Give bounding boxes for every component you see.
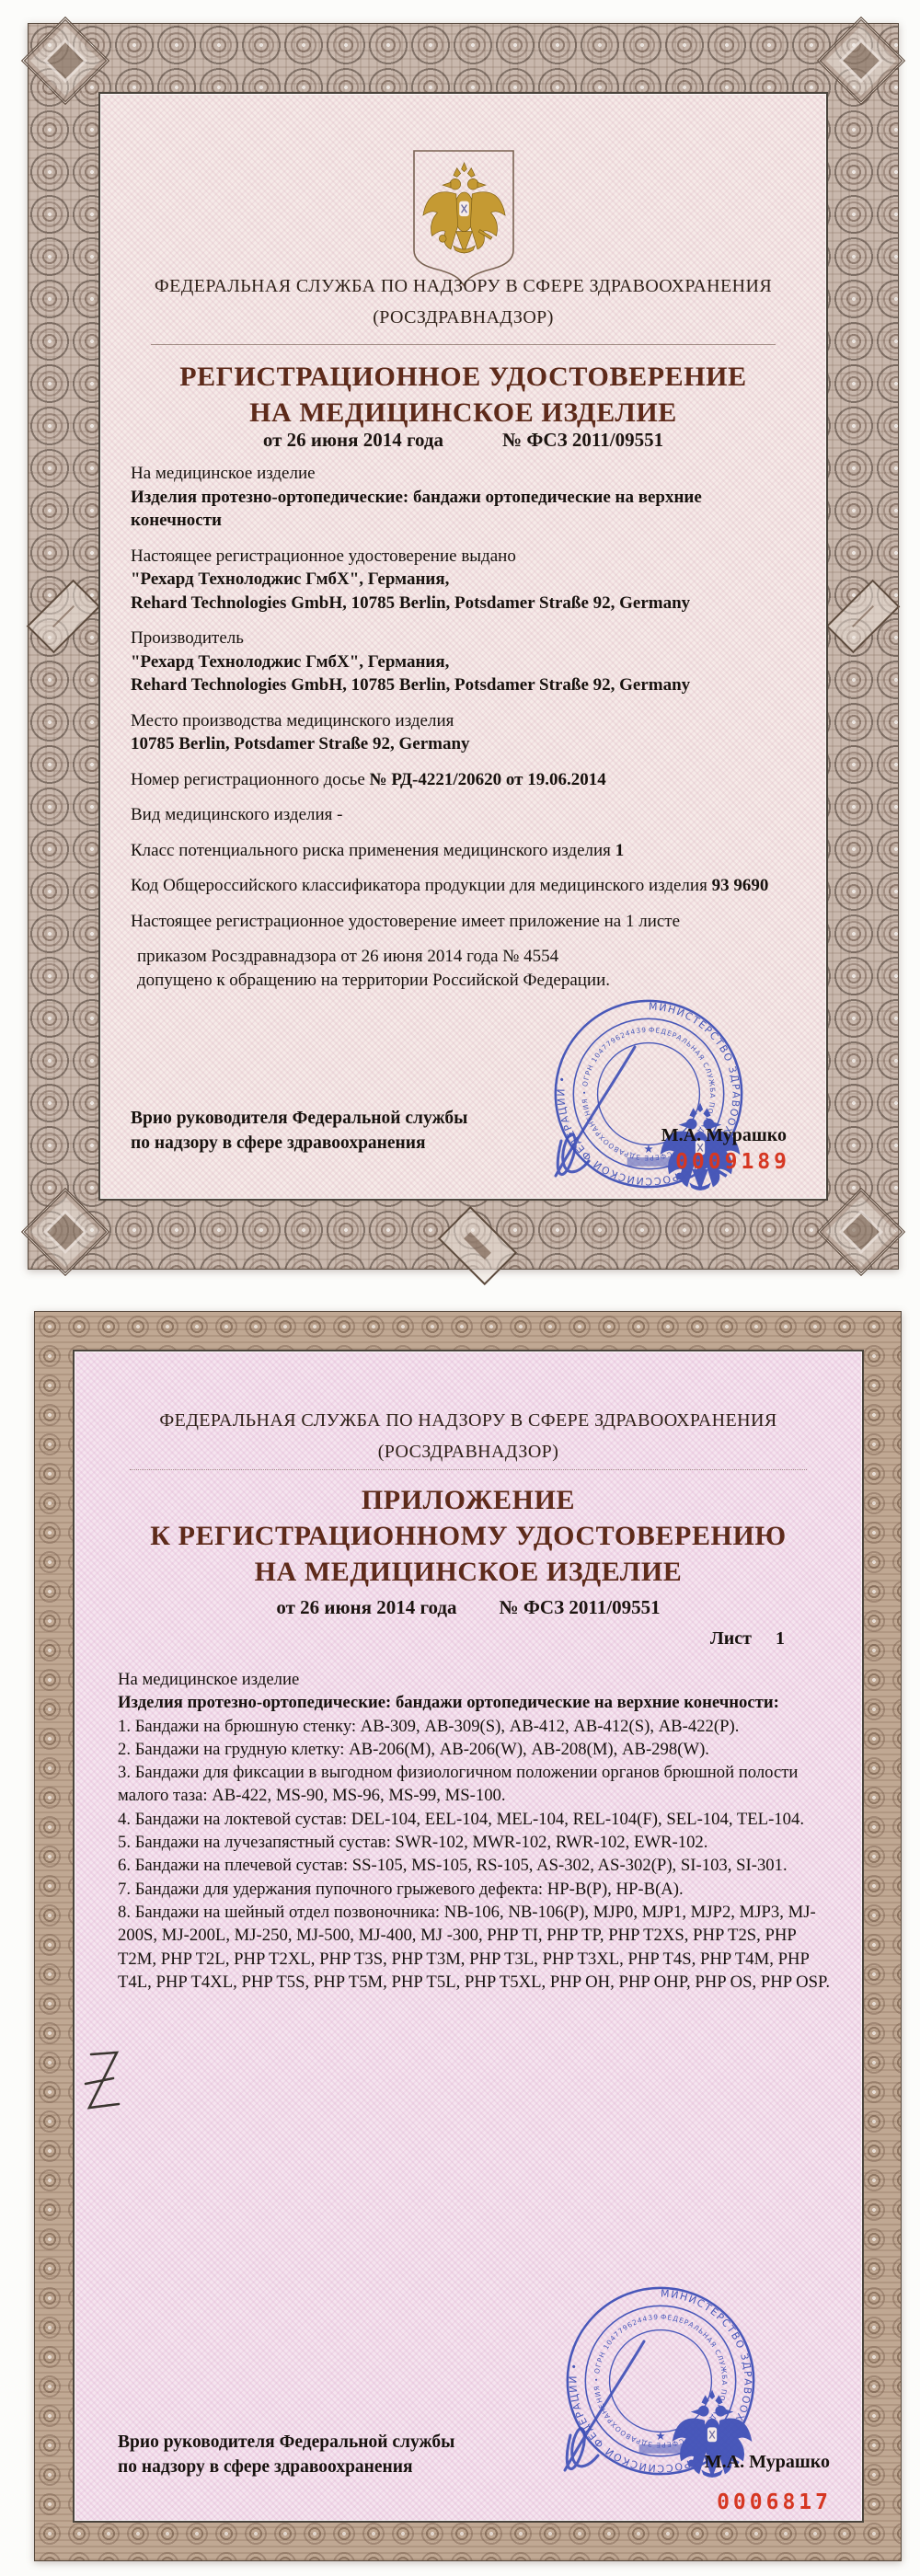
title-line-1: РЕГИСТРАЦИОННОЕ УДОСТОВЕРЕНИЕ — [179, 362, 747, 392]
corner-ornament — [819, 18, 903, 103]
field-label: Настоящее регистрационное удостоверение выдано — [131, 546, 516, 566]
field-label: Производитель — [131, 628, 244, 648]
date-number-row — [75, 1596, 862, 1619]
form-serial-number: 0009189 — [675, 1150, 790, 1174]
signer-title-line-2: по надзору в сфере здравоохранения — [118, 2457, 413, 2477]
okp-code-value: 93 9690 — [711, 876, 769, 895]
certificate-body — [131, 462, 790, 992]
annex-inner-panel — [73, 1350, 864, 2523]
risk-class-value: 1 — [615, 840, 625, 860]
corner-ornament — [23, 1190, 108, 1274]
agency-short-name: (РОСЗДРАВНАДЗОР) — [377, 1442, 559, 1462]
registration-certificate-page — [28, 23, 899, 1270]
sheet-value: 1 — [776, 1628, 785, 1649]
divider — [151, 344, 776, 345]
order-line-2: допущено к обращению на территории Российской Федерации. — [137, 970, 611, 990]
field-label: На медицинское изделие — [118, 1670, 300, 1689]
list-item: 8. Бандажи на шейный отдел позвоночника: NB-106, NB-106(P), MJP0, MJP1, MJP2, MJP3, MJ-200S, MJ-200L, MJ-250, MJ-500, MJ-400, MJ -300, PHP TI, PHP TP, PHP T2XS, PHP T2S, PHP T2M, PHP T2L, PHP T2XL, PHP T3S, PHP T3M, PHP T3L, PHP T3XL, PHP T4S, PHP T4M, PHP T4L, PHP T4XL, PHP T5S, PHP T5M, PHP T5L, PHP T5XL, PHP OH, PHP OHP, PHP OS, PHP OSP. — [118, 1902, 831, 1992]
list-item: 2. Бандажи на грудную клетку: АВ-206(М), АВ-206(W), АВ-208(М), АВ-298(W). — [118, 1739, 709, 1759]
annex-body — [118, 1668, 832, 1994]
device-kind-line: Вид медицинского изделия - — [131, 805, 343, 824]
signature-block — [118, 2271, 832, 2523]
manufacturer-name-ru: "Рехард Технолоджис ГмбХ", Германия, — [131, 651, 450, 672]
form-serial-number: 0006817 — [717, 2490, 832, 2514]
coat-of-arms-icon — [405, 147, 523, 287]
divider — [130, 1469, 807, 1470]
document-title — [100, 359, 826, 431]
title-line-3: НА МЕДИЦИНСКОЕ ИЗДЕЛИЕ — [254, 1557, 683, 1587]
sheet-label: Лист — [709, 1628, 752, 1649]
title-line-1: ПРИЛОЖЕНИЕ — [361, 1485, 576, 1515]
risk-class-line — [131, 839, 790, 863]
holder-name-ru: "Рехард Технолоджис ГмбХ", Германия, — [131, 569, 450, 589]
side-ornament — [838, 578, 888, 655]
corner-ornament — [23, 18, 108, 103]
date-number-row — [100, 429, 826, 452]
list-item: 1. Бандажи на брюшную стенку: АВ-309, АВ-309(S), АВ-412, АВ-412(S), АВ-422(Р). — [118, 1716, 740, 1736]
agency-header — [75, 1405, 862, 1467]
signature-block — [131, 995, 792, 1207]
device-name: Изделия протезно-ортопедические: бандажи ортопедические на верхние конечности — [131, 487, 702, 530]
agency-header — [100, 270, 826, 333]
list-item: 7. Бандажи для удержания пупочного грыжевого дефекта: HP-B(P), HP-B(A). — [118, 1879, 684, 1899]
field-label: Место производства медицинского изделия — [131, 710, 454, 730]
okp-code-label: Код Общероссийского классификатора продукции для медицинского изделия — [131, 876, 712, 895]
sheet-number-row — [75, 1628, 785, 1650]
signer-name: М.А. Мурашко — [661, 1125, 787, 1145]
signer-title — [118, 2430, 454, 2479]
okp-code-line — [131, 874, 790, 898]
dossier-label: Номер регистрационного досье — [131, 769, 370, 789]
certificate-inner-panel — [98, 92, 828, 1201]
field-label: На медицинское изделие — [131, 464, 316, 483]
signer-title — [131, 1106, 467, 1156]
title-line-2: НА МЕДИЦИНСКОЕ ИЗДЕЛИЕ — [249, 397, 677, 428]
list-item: 6. Бандажи на плечевой сустав: SS-105, MS-105, RS-105, AS-302, AS-302(P), SI-103, SI-301. — [118, 1856, 788, 1876]
list-item: 4. Бандажи на локтевой сустав: DEL-104, EEL-104, MEL-104, REL-104(F), SEL-104, TEL-104. — [118, 1809, 805, 1829]
list-item: 5. Бандажи на лучезапястный сустав: SWR-102, MWR-102, RWR-102, EWR-102. — [118, 1833, 708, 1853]
list-item: 3. Бандажи для фиксации в выгодном физиологичном положении органов брюшной полости малого таза: АВ-422, MS-90, MS-96, MS-99, MS-100. — [118, 1763, 799, 1806]
production-place: 10785 Berlin, Potsdamer Straße 92, Germany — [131, 734, 470, 753]
handwritten-mark — [82, 2047, 126, 2128]
agency-name: ФЕДЕРАЛЬНАЯ СЛУЖБА ПО НАДЗОРУ В СФЕРЕ ЗДРАВООХРАНЕНИЯ — [154, 276, 773, 296]
order-line-1: приказом Росздравнадзора от 26 июня 2014 года № 4554 — [137, 947, 559, 966]
agency-name: ФЕДЕРАЛЬНАЯ СЛУЖБА ПО НАДЗОРУ В СФЕРЕ ЗДРАВООХРАНЕНИЯ — [159, 1410, 777, 1431]
title-line-2: К РЕГИСТРАЦИОННОМУ УДОСТОВЕРЕНИЮ — [150, 1521, 787, 1551]
issue-date: от 26 июня 2014 года — [262, 429, 444, 451]
annex-line: Настоящее регистрационное удостоверение имеет приложение на 1 листе — [131, 911, 681, 931]
dossier-number: № РД-4221/20620 от 19.06.2014 — [369, 769, 606, 789]
signer-name: М.А. Мурашко — [704, 2452, 830, 2472]
corner-ornament — [819, 1190, 903, 1274]
risk-class-label: Класс потенциального риска применения медицинского изделия — [131, 840, 615, 860]
issue-date: от 26 июня 2014 года — [276, 1596, 457, 1618]
certificate-number: № ФСЗ 2011/09551 — [502, 429, 664, 451]
signer-title-line-1: Врио руководителя Федеральной службы — [118, 2432, 455, 2452]
official-stamp — [562, 2283, 759, 2479]
agency-short-name: (РОСЗДРАВНАДЗОР) — [373, 307, 554, 328]
bottom-ornament — [439, 1217, 516, 1274]
device-name: Изделия протезно-ортопедические: бандажи ортопедические на верхние конечности: — [118, 1693, 779, 1713]
dossier-line — [131, 768, 790, 792]
manufacturer-name-en: Rehard Technologies GmbH, 10785 Berlin, Potsdamer Straße 92, Germany — [131, 675, 691, 695]
side-ornament — [39, 578, 88, 655]
annex-page — [34, 1311, 902, 2561]
signer-title-line-1: Врио руководителя Федеральной службы — [131, 1109, 468, 1128]
signer-title-line-2: по надзору в сфере здравоохранения — [131, 1133, 426, 1153]
holder-name-en: Rehard Technologies GmbH, 10785 Berlin, Potsdamer Straße 92, Germany — [131, 592, 691, 613]
certificate-number: № ФСЗ 2011/09551 — [499, 1596, 661, 1618]
document-title — [75, 1482, 862, 1590]
